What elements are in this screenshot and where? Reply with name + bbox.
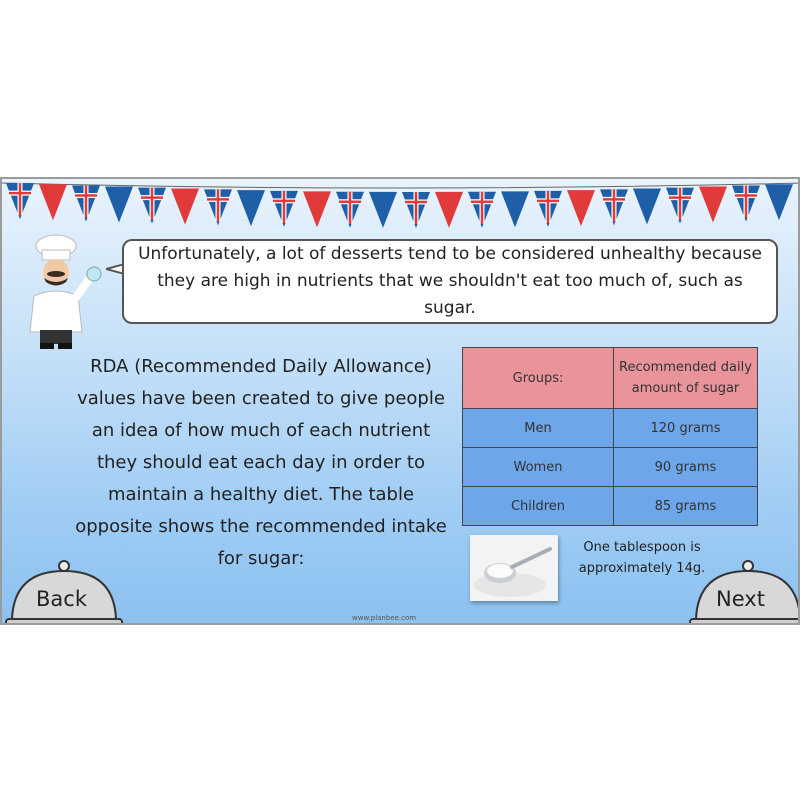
next-button[interactable]: Next [716, 587, 765, 611]
flag-icon [435, 192, 463, 228]
rda-paragraph: RDA (Recommended Daily Allowance) values have been created to give people an idea of how much of each nutrient they should eat each day in order to maintain a healthy diet. The table opposite shows the recommended intake for sugar: [75, 356, 447, 569]
chef-icon [16, 234, 116, 352]
table-cell-amount: 85 grams [614, 487, 758, 526]
table-cell-amount: 120 grams [614, 409, 758, 448]
sugar-spoon-image [470, 535, 558, 601]
flag-icon [369, 192, 397, 228]
table-cell-group: Women [463, 448, 614, 487]
sugar-table [462, 347, 758, 526]
footer-url: www.planbee.com [352, 614, 417, 622]
flag-icon [303, 191, 331, 227]
table-row [463, 409, 758, 448]
slide [0, 177, 800, 625]
spoon-icon [470, 535, 558, 601]
table-row [463, 448, 758, 487]
table-cell-group: Children [463, 487, 614, 526]
table-header-amount: Recommended daily amount of sugar [614, 348, 758, 409]
table-header-groups: Groups: [463, 348, 614, 409]
bunting-decoration [2, 179, 800, 239]
flag-icon [633, 189, 661, 225]
flag-icon [567, 190, 595, 226]
flag-icon [501, 191, 529, 227]
table-cell-group: Men [463, 409, 614, 448]
flag-icon [39, 184, 67, 220]
table-header-row [463, 348, 758, 409]
flag-icon [699, 187, 727, 223]
back-button[interactable]: Back [36, 587, 87, 611]
speech-bubble-text: Unfortunately, a lot of desserts tend to be considered unhealthy because they are high in nutrients that we shouldn't eat too much of, such as sugar. [138, 244, 762, 318]
flag-icon [171, 189, 199, 225]
spoon-note: One tablespoon is approximately 14g. [578, 540, 706, 576]
flag-icon [237, 190, 265, 226]
speech-bubble [122, 239, 778, 324]
flag-icon [765, 184, 793, 220]
table-cell-amount: 90 grams [614, 448, 758, 487]
flag-icon [105, 187, 133, 223]
table-row [463, 487, 758, 526]
